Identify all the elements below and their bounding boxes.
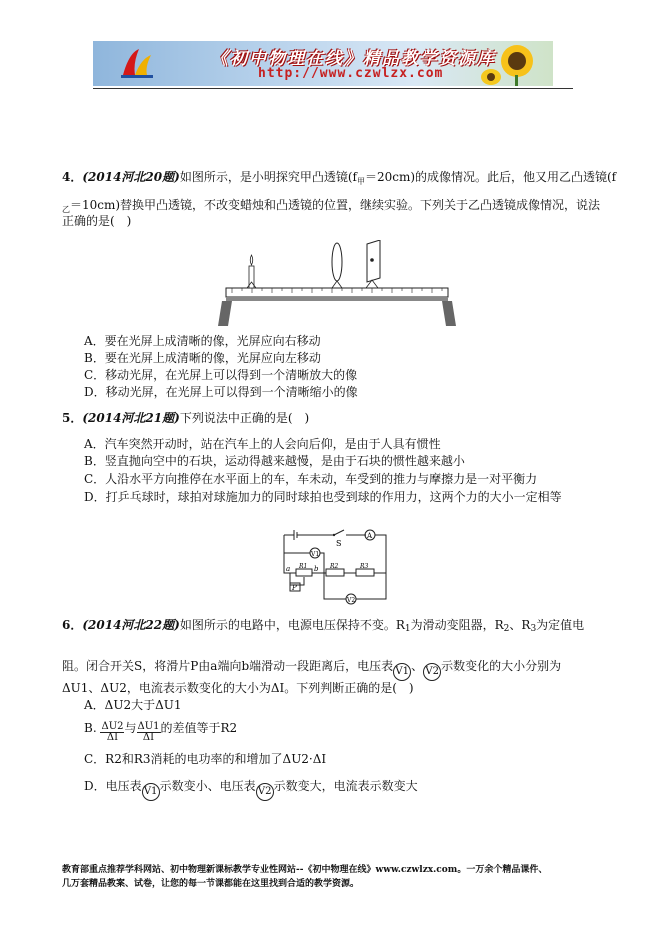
banner-url[interactable]: http://www.czwlzx.com: [258, 66, 444, 81]
q5-option-d: D．打乒乓球时，球拍对球施加力的同时球拍也受到球的作用力，这两个力的大小一定相等: [84, 490, 562, 504]
page-footer: [62, 863, 547, 891]
fraction-du2-di: $\frac{\Delta U2}{\Delta I}$: [101, 721, 124, 743]
q4-option-a: A．要在光屏上成清晰的像，光屏应向右移动: [84, 334, 321, 348]
header-divider: [93, 88, 573, 89]
switch-pivot: [333, 534, 335, 536]
fraction-du1-di: $\frac{\Delta U1}{\Delta I}$: [137, 721, 160, 743]
footer-line2: 几万套精品教案、试卷，让您的每一节课都能在这里找到合适的教学资源。: [62, 879, 360, 889]
q5-option-b: B．竖直抛向空中的石块，运动得越来越慢，是由于石块的惯性越来越小: [84, 454, 465, 468]
sunflower-icon: [479, 41, 549, 86]
q6-option-a: A．ΔU2大于ΔU1: [84, 698, 182, 712]
q4-option-d: D．移动光屏，在光屏上可以得到一个清晰缩小的像: [84, 385, 358, 399]
q4-option-c: C．移动光屏，在光屏上可以得到一个清晰放大的像: [84, 368, 358, 382]
voltmeter-v1-label: V1: [311, 551, 320, 558]
voltmeter-v1-symbol: V1: [142, 783, 160, 801]
switch-label: S: [336, 539, 342, 548]
site-logo-icon: [119, 45, 155, 81]
r2-label: R2: [330, 563, 339, 570]
q5-stem: 5．(2014河北21题)下列说法中正确的是( ): [62, 411, 310, 425]
r3-label: R3: [360, 563, 369, 570]
header-banner: [93, 41, 553, 86]
banner-title: 《初中物理在线》精品教学资源库: [211, 49, 496, 69]
q4-line1: 4．(2014河北20题)如图所示，是小明探究甲凸透镜$(f_甲=20cm)$的成像情况。此后，他又用乙凸透镜(f: [62, 170, 617, 186]
q6-option-b: B. $\frac{\Delta U2}{\Delta I}$ 与 $\frac{\Delta U1}{\Delta I}$ 的差值等于R2: [84, 721, 238, 743]
voltmeter-v1-symbol: V1: [393, 663, 411, 681]
lens-experiment-figure: [216, 240, 458, 328]
q6-line1: 6．(2014河北22题)如图所示的电路中，电源电压保持不变。R1为滑动变阻器，R2、R3为定值电: [62, 618, 585, 634]
slider-p-label: P: [292, 584, 297, 592]
q4-line2: $_乙$＝10cm)替换甲凸透镜，不改变蜡烛和凸透镜的位置，继续实验。下列关于乙凸透镜成像情况，说法: [62, 198, 601, 214]
r1-label: R1: [299, 563, 308, 570]
q6-line2: 阻。闭合开关S，将滑片P由a端向b端滑动一段距离后，电压表 V1 、 V2 示数变化的大小分别为: [62, 659, 561, 681]
voltmeter-v2-symbol: V2: [423, 663, 441, 681]
terminal-b-label: b: [314, 565, 319, 573]
ammeter-label: A: [367, 532, 373, 540]
footer-line1: 教育部重点推荐学科网站、初中物理新课标教学专业性网站--《初中物理在线》www.czwlzx.com。一万余个精品课件、: [62, 865, 548, 875]
q5-option-a: A．汽车突然开动时，站在汽车上的人会向后仰，是由于人具有惯性: [84, 437, 441, 451]
q4-line3: 正确的是( ): [62, 214, 132, 228]
voltmeter-v2-label: V2: [347, 597, 356, 604]
voltmeter-v2-symbol: V2: [256, 783, 274, 801]
q6-line3: ΔU1、ΔU2，电流表示数变化的大小为ΔI。下列判断正确的是( ): [62, 681, 414, 695]
q5-option-c: C．人沿水平方向推停在水平面上的车，车未动，车受到的推力与摩擦力是一对平衡力: [84, 472, 538, 486]
terminal-a-label: a: [286, 565, 291, 573]
q6-option-c: C．R2和R3消耗的电功率的和增加了ΔU2·ΔI: [84, 752, 327, 766]
q4-option-b: B．要在光屏上成清晰的像，光屏应向左移动: [84, 351, 321, 365]
circuit-diagram: [282, 525, 388, 607]
q6-option-d: D．电压表 V1 示数变小、电压表 V2 示数变大，电流表示数变大: [84, 779, 418, 801]
